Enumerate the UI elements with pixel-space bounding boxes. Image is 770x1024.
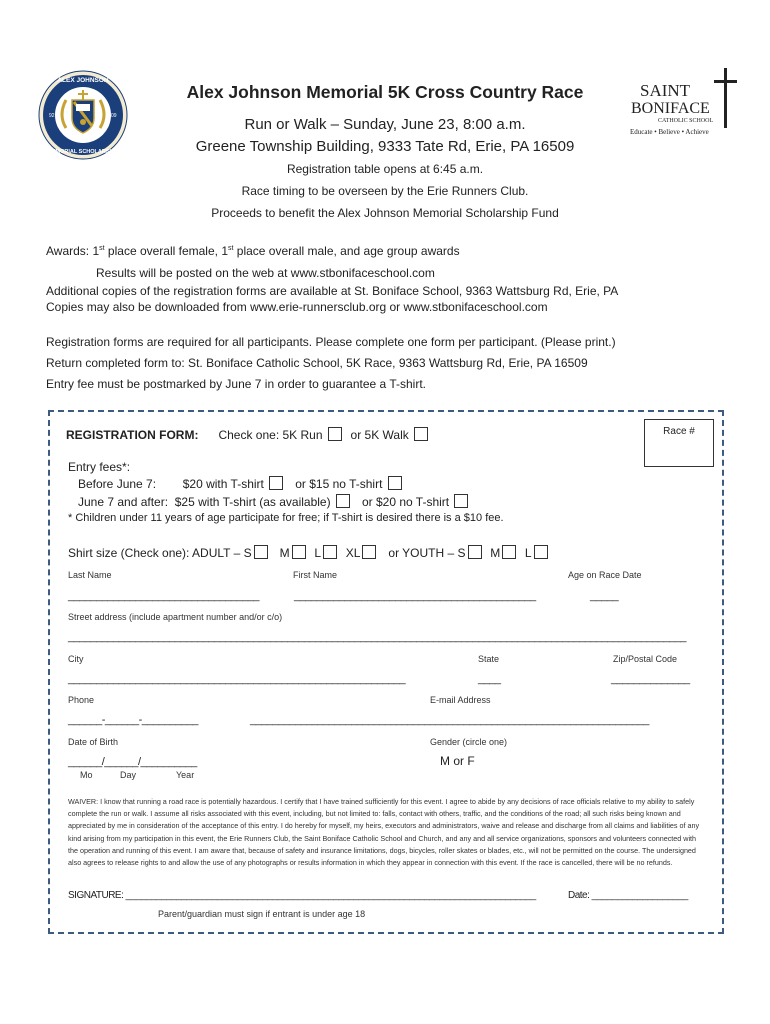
25-with-tshirt-checkbox[interactable] (336, 494, 350, 508)
registration-opens-text: Registration table opens at 6:45 a.m. (286, 162, 484, 176)
last-name-field[interactable]: __________________________________ (68, 590, 260, 602)
city-label: City (68, 654, 84, 664)
adult-l-checkbox[interactable] (323, 545, 337, 559)
instructions-line-1: Registration forms are required for all participants. Please complete one form per participant. (Please print.) (46, 335, 616, 349)
phone-field[interactable]: ______-______-__________ (68, 714, 198, 726)
signature-field[interactable]: SIGNATURE: _________________________________________________________________________________ (68, 890, 536, 901)
state-field[interactable]: ____ (478, 673, 501, 685)
gender-options[interactable]: M or F (440, 754, 475, 768)
guardian-note: Parent/guardian must sign if entrant is under age 18 (158, 909, 366, 919)
20-no-tshirt-checkbox[interactable] (454, 494, 468, 508)
results-text: Results will be posted on the web at www.stbonifaceschool.com (96, 266, 435, 280)
first-name-label: First Name (293, 570, 338, 580)
dob-label: Date of Birth (68, 737, 119, 747)
city-field[interactable]: ____________________________________________________________ (68, 673, 406, 685)
dob-mo-label: Mo (80, 770, 93, 780)
state-label: State (478, 654, 500, 664)
entry-fees-label: Entry fees*: (68, 460, 131, 474)
adult-m-checkbox[interactable] (292, 545, 306, 559)
date-field[interactable]: Date: ___________________ (568, 890, 688, 901)
dob-year-label: Year (176, 770, 195, 780)
race-timing-text: Race timing to be overseen by the Erie Runners Club. (241, 184, 529, 198)
svg-text:BONIFACE: BONIFACE (631, 100, 710, 117)
zip-label: Zip/Postal Code (613, 654, 678, 664)
svg-text:MEMORIAL SCHOLARSHIP: MEMORIAL SCHOLARSHIP (47, 149, 119, 155)
race-number-label: Race # (663, 426, 695, 437)
race-number-box (644, 419, 714, 467)
zip-field[interactable]: ______________ (611, 673, 690, 685)
15-no-tshirt-checkbox[interactable] (388, 476, 402, 490)
dob-field[interactable]: ______/______/__________ (68, 756, 197, 768)
age-label: Age on Race Date (568, 570, 642, 580)
svg-text:09: 09 (111, 113, 117, 119)
children-note: * Children under 11 years of age participate for free; if T-shirt is desired there is a $10 fee. (68, 512, 504, 524)
svg-text:Educate • Believe • Achieve: Educate • Believe • Achieve (630, 128, 709, 136)
copies-text-1: Additional copies of the registration forms are available at St. Boniface School, 9363 Wattsburg Rd, Erie, PA (46, 284, 619, 298)
instructions-line-2: Return completed form to: St. Boniface Catholic School, 5K Race, 9363 Wattsburg Rd, Erie, PA 16509 (46, 356, 588, 370)
svg-text:CATHOLIC SCHOOL: CATHOLIC SCHOOL (658, 118, 714, 124)
age-field[interactable]: _____ (590, 590, 619, 602)
first-name-field[interactable]: ___________________________________________ (294, 590, 536, 602)
street-address-label: Street address (include apartment number and/or c/o) (68, 612, 283, 622)
youth-m-checkbox[interactable] (502, 545, 516, 559)
20-with-tshirt-checkbox[interactable] (269, 476, 283, 490)
gender-label: Gender (circle one) (430, 737, 508, 747)
youth-l-checkbox[interactable] (534, 545, 548, 559)
race-location: Greene Township Building, 9333 Tate Rd, Erie, PA 16509 (195, 138, 575, 155)
email-field[interactable]: _______________________________________________________________________ (250, 714, 649, 726)
after-june7-row: June 7 and after: $25 with T-shirt (as available) or $20 no T-shirt (78, 494, 470, 509)
svg-text:ALEX JOHNSON: ALEX JOHNSON (57, 77, 109, 84)
youth-s-checkbox[interactable] (468, 545, 482, 559)
phone-label: Phone (68, 695, 95, 705)
awards-text: Awards: 1st place overall female, 1st place overall male, and age group awards (46, 244, 460, 258)
proceeds-text: Proceeds to benefit the Alex Johnson Memorial Scholarship Fund (211, 206, 559, 220)
last-name-label: Last Name (68, 570, 112, 580)
copies-text-2: Copies may also be downloaded from www.erie-runnersclub.org or www.stbonifaceschool.com (46, 300, 548, 314)
shirt-size-row: Shirt size (Check one): ADULT – S M L XL or YOUTH – S M L (68, 545, 550, 560)
adult-xl-checkbox[interactable] (362, 545, 376, 559)
svg-text:SAINT: SAINT (640, 81, 691, 100)
waiver-text: WAIVER: I know that running a road race is potentially hazardous. I certify that I have trained sufficiently for this event. I agree to abide by any decisions of race officials relative to my ability to safely complete the run or walk. I assume all risks associated with this event, including, but not limited to: falls, contact with others, traffic, and the conditions of the road; all such risks being known and appreciated by me in consideration of the acceptance of this entry. I do hereby for myself, my heirs, executors and administrators, waive and release and discharge from all claims and liabilities of any kind arising from my participation in this event, the Erie Runners Club, the Saint Boniface Catholic School and Church, and any and all service organizations, sponsors and volunteers connected with the operation and running of this event. I am aware that, because of safety and insurance limitations, dogs, bicycles, roller skates or blades, etc., will not be permitted on the course. The undersigned also agrees to release rights to and allow the use of any photographs or results information in which they appear in connection with this event. If the race is cancelled, there will be no refunds. (68, 797, 700, 868)
page-title: Alex Johnson Memorial 5K Cross Country Race (186, 82, 584, 102)
registration-label: REGISTRATION FORM: (66, 428, 199, 442)
email-label: E-mail Address (430, 695, 491, 705)
before-june7-row: Before June 7: $20 with T-shirt or $15 no T-shirt (78, 476, 404, 491)
5k-walk-checkbox[interactable] (414, 427, 428, 441)
race-datetime: Run or Walk – Sunday, June 23, 8:00 a.m. (244, 116, 526, 133)
5k-run-checkbox[interactable] (328, 427, 342, 441)
dob-day-label: Day (120, 770, 137, 780)
registration-row: REGISTRATION FORM: Check one: 5K Run or 5K Walk (66, 427, 430, 442)
svg-text:92: 92 (49, 113, 55, 119)
adult-s-checkbox[interactable] (254, 545, 268, 559)
street-address-field[interactable]: ______________________________________________________________________________________________________________ (68, 631, 686, 643)
instructions-line-3: Entry fee must be postmarked by June 7 in order to guarantee a T-shirt. (46, 377, 426, 391)
